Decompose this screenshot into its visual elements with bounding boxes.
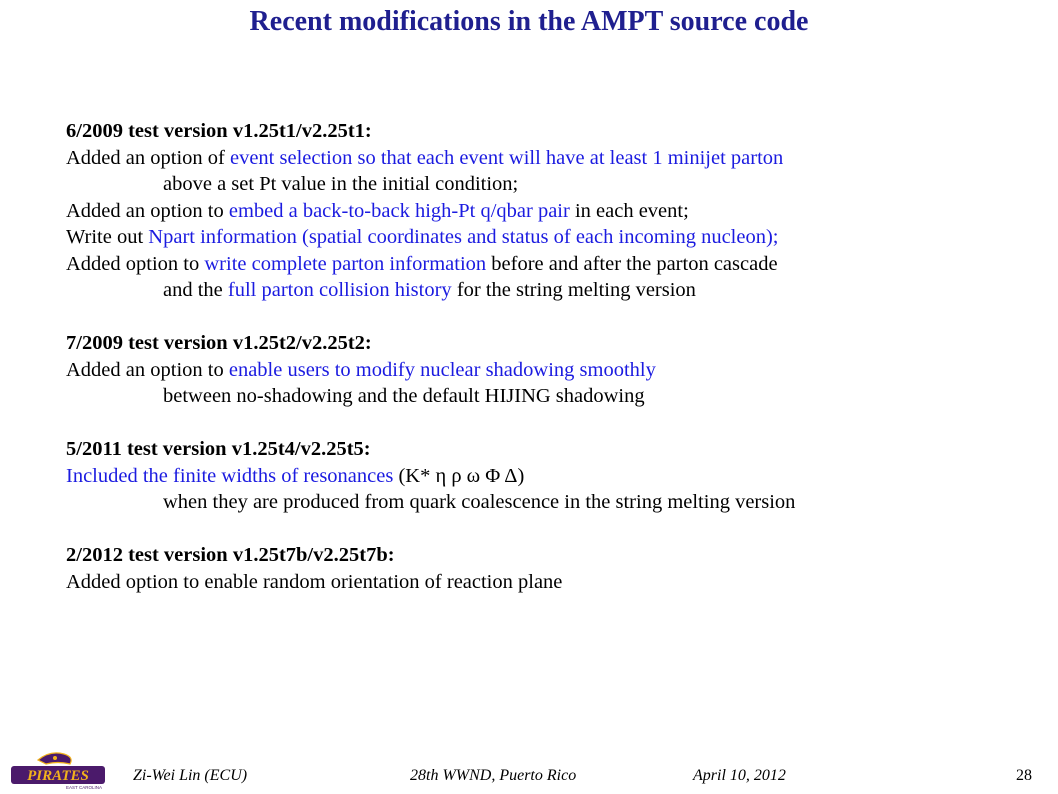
body-line: and the full parton collision history for the string melting version — [163, 279, 696, 301]
slide-title: Recent modifications in the AMPT source code — [249, 6, 809, 37]
highlight-text: embed a back-to-back high-Pt q/qbar pair — [228, 199, 570, 222]
svg-text:PIRATES: PIRATES — [27, 768, 89, 784]
ecu-pirates-logo-icon — [8, 748, 108, 790]
body-line: Write out Npart information (spatial coordinates and status of each incoming nucleon); — [66, 226, 779, 248]
section-heading: 2/2012 test version v1.25t7b/v2.25t7b: — [66, 544, 395, 566]
section-heading: 7/2009 test version v1.25t2/v2.25t2: — [66, 332, 372, 354]
body-line: Added option to write complete parton information before and after the parton cascade — [66, 252, 778, 275]
highlight-text: full parton collision history — [227, 279, 452, 301]
body-line: Added an option to embed a back-to-back high-Pt q/qbar pair in each event; — [66, 199, 689, 222]
body-line: Added an option to enable users to modify nuclear shadowing smoothly — [66, 358, 656, 381]
svg-text:EAST CAROLINA: EAST CAROLINA — [66, 785, 102, 790]
body-line: above a set Pt value in the initial condition; — [163, 173, 519, 195]
highlight-text: Npart information (spatial coordinates and status of each incoming nucleon); — [148, 226, 779, 248]
body-line: when they are produced from quark coalescence in the string melting version — [163, 491, 796, 513]
footer-event: 28th WWND, Puerto Rico — [410, 767, 577, 784]
page-number: 28 — [1016, 767, 1032, 784]
footer-author: Zi-Wei Lin (ECU) — [133, 767, 248, 784]
body-line: Included the finite widths of resonances (K* η ρ ω Φ Δ) — [66, 464, 525, 487]
highlight-text: event selection so that each event will have at least 1 minijet parton — [229, 146, 784, 169]
body-line: Added option to enable random orientation of reaction plane — [66, 570, 563, 593]
slide-body — [66, 118, 1046, 595]
highlight-text: write complete parton information — [204, 252, 487, 275]
highlight-text: enable users to modify nuclear shadowing smoothly — [228, 358, 656, 381]
highlight-text: Included the finite widths of resonances — [66, 464, 394, 487]
body-line: between no-shadowing and the default HIJING shadowing — [163, 385, 645, 407]
section-heading: 5/2011 test version v1.25t4/v2.25t5: — [66, 438, 371, 460]
body-line: Added an option of event selection so that each event will have at least 1 minijet parton — [66, 146, 784, 169]
section-heading: 6/2009 test version v1.25t1/v2.25t1: — [66, 120, 372, 142]
footer-date: April 10, 2012 — [693, 767, 786, 784]
